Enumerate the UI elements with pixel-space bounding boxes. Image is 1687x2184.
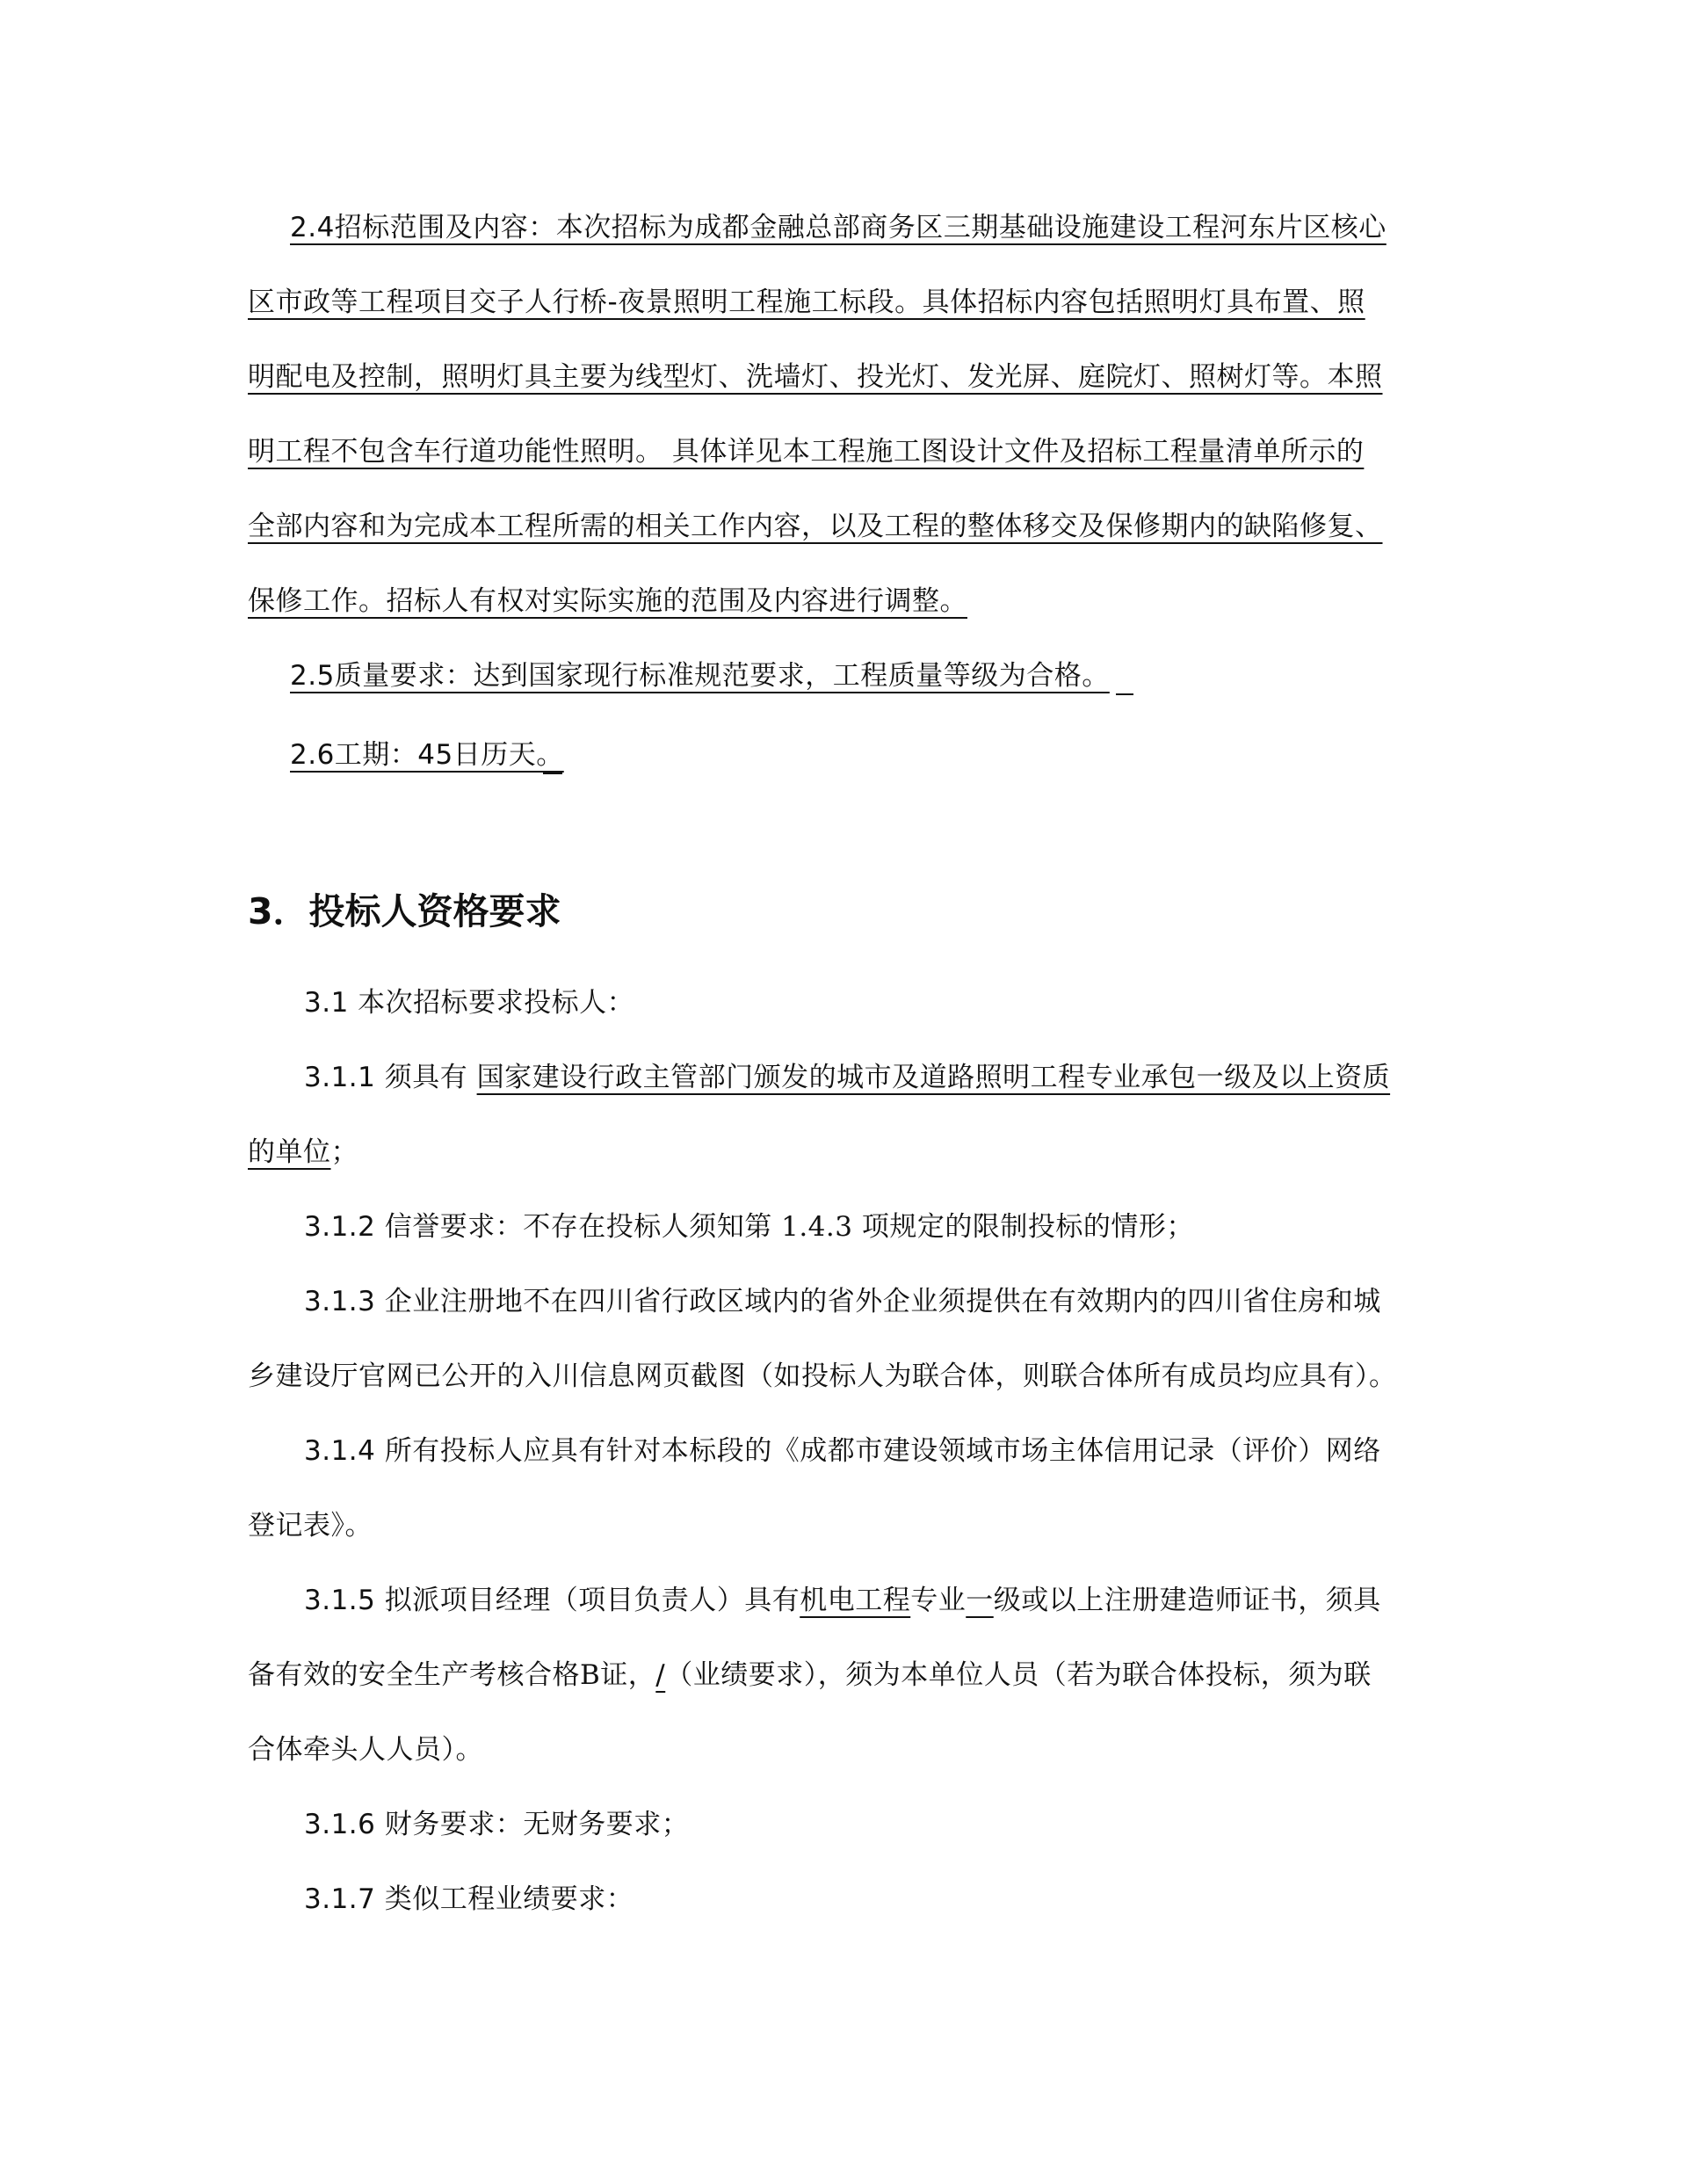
para-3-1-5-suffix: 级或以上注册建造师证书，须具: [993, 1585, 1381, 1616]
para-3-1-2-prefix: 3.1.2 信誉要求：不存在投标人须知第: [304, 1211, 772, 1243]
para-3-1-5-line-3: 合体牵头人人员）。: [248, 1734, 483, 1766]
para-3-1-2: [304, 1208, 1194, 1245]
para-3-1-5-l2-suffix: （业绩要求），须为本单位人员（若为联合体投标，须为联: [665, 1659, 1372, 1691]
para-3-1-1-qualification: 国家建设行政主管部门颁发的城市及道路照明工程专业承包一级及以上资质: [476, 1062, 1391, 1093]
para-3-1-5-line-2: [248, 1657, 1372, 1694]
para-3-1-2-suffix: 项规定的限制投标的情形；: [861, 1211, 1194, 1243]
para-2-4-line-6: 保修工作。招标人有权对实际实施的范围及内容进行调整。: [248, 585, 967, 617]
para-3-1-4-line-1: 3.1.4 所有投标人应具有针对本标段的《成都市建设领域市场主体信用记录（评价）网络: [304, 1435, 1381, 1467]
para-3-1-1-prefix: 3.1.1 须具有: [304, 1062, 468, 1093]
para-3-1-5-prefix: 3.1.5 拟派项目经理（项目负责人）具有: [304, 1585, 800, 1616]
para-3-1-5-l2-slash: /: [655, 1659, 666, 1691]
section-3-heading: 3．投标人资格要求: [248, 890, 561, 932]
para-3-1-1-line-2: [248, 1134, 358, 1171]
para-3-1-5-line-1: [304, 1582, 1381, 1619]
para-3-1-4-line-2: 登记表》。: [248, 1510, 373, 1542]
para-2-6: 2.6工期：45日历天。: [290, 739, 564, 771]
para-3-1-7: 3.1.7 类似工程业绩要求：: [304, 1883, 634, 1915]
para-3-1: 3.1 本次招标要求投标人：: [304, 987, 635, 1019]
para-3-1-5-l2-b: B: [580, 1659, 601, 1691]
para-3-1-5-grade: 一: [966, 1585, 994, 1616]
para-3-1-5-l2-mid: 证，: [600, 1659, 656, 1691]
para-3-1-1-suffix: ；: [330, 1136, 358, 1168]
para-3-1-5-specialty: 机电工程: [800, 1585, 911, 1616]
para-3-1-2-ref: 1.4.3: [781, 1211, 853, 1243]
para-2-6-underline-tail: [543, 773, 562, 774]
para-2-4-line-2: 区市政等工程项目交子人行桥-夜景照明工程施工标段。具体招标内容包括照明灯具布置、照: [248, 287, 1365, 318]
para-2-4-line-5: 全部内容和为完成本工程所需的相关工作内容，以及工程的整体移交及保修期内的缺陷修复、: [248, 511, 1383, 542]
para-2-5: 2.5质量要求：达到国家现行标准规范要求，工程质量等级为合格。: [290, 660, 1110, 692]
para-3-1-3-line-1: 3.1.3 企业注册地不在四川省行政区域内的省外企业须提供在有效期内的四川省住房和城: [304, 1286, 1381, 1317]
para-2-4-line-3: 明配电及控制，照明灯具主要为线型灯、洗墙灯、投光灯、发光屏、庭院灯、照树灯等。本照: [248, 361, 1383, 393]
para-3-1-1-unit: 的单位: [248, 1136, 331, 1168]
para-3-1-5-mid: 专业: [910, 1585, 967, 1616]
para-3-1-5-l2-prefix: 备有效的安全生产考核合格: [248, 1659, 580, 1691]
para-2-4-line-4: 明工程不包含车行道功能性照明。 具体详见本工程施工图设计文件及招标工程量清单所示的: [248, 436, 1365, 468]
para-2-4-line-1: 2.4招标范围及内容：本次招标为成都金融总部商务区三期基础设施建设工程河东片区核心: [290, 212, 1387, 243]
para-2-5-underline-tail: [1116, 693, 1133, 695]
para-3-1-1-line-1: [304, 1059, 1390, 1096]
para-3-1-6: 3.1.6 财务要求：无财务要求；: [304, 1809, 690, 1840]
para-3-1-3-line-2: 乡建设厅官网已公开的入川信息网页截图（如投标人为联合体，则联合体所有成员均应具有）。: [248, 1360, 1397, 1392]
